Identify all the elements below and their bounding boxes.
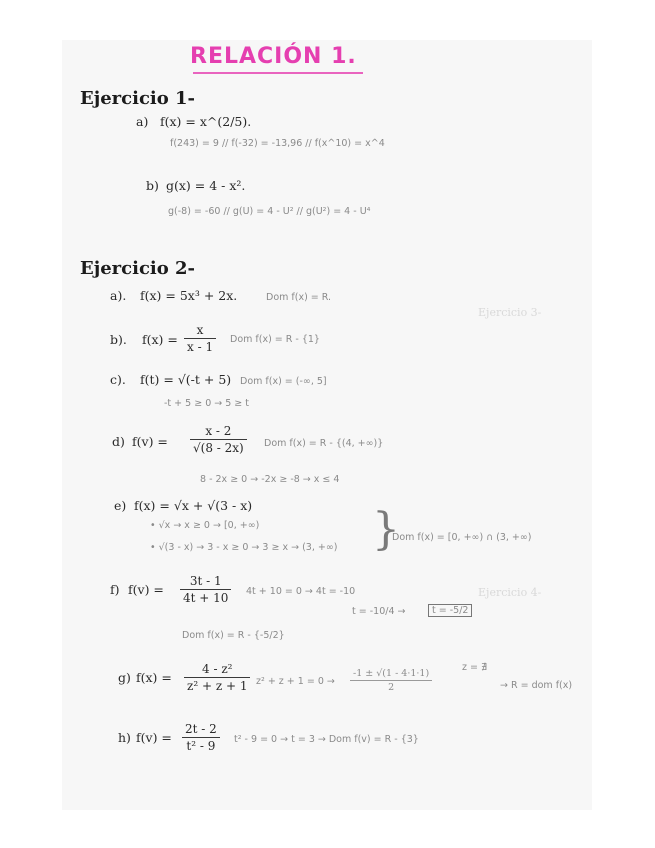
- fraction-numerator: 3t - 1: [189, 574, 222, 588]
- fraction-bar: [184, 338, 216, 339]
- ex2-h-domain: t² - 9 = 0 → t = 3 → Dom f(v) = R - {3}: [234, 734, 419, 745]
- ex2-d-lhs: f(v) =: [132, 434, 168, 449]
- ex2-g-quadratic-formula: [350, 668, 432, 693]
- fraction-numerator: x - 2: [205, 424, 232, 438]
- ex2-e-expression: f(x) = √x + √(3 - x): [134, 498, 253, 513]
- fraction-denominator: 4t + 10: [183, 591, 229, 605]
- ex1-b-work: g(-8) = -60 // g(U) = 4 - U² // g(U²) = 4 - U⁴: [168, 206, 371, 217]
- ex2-b-label: b).: [110, 332, 127, 347]
- fraction-numerator: x: [196, 323, 204, 337]
- ex2-d-work: 8 - 2x ≥ 0 → -2x ≥ -8 → x ≤ 4: [200, 474, 340, 485]
- ex2-f-label: f): [110, 582, 120, 597]
- ex1-a-work: f(243) = 9 // f(-32) = -13,96 // f(x^10) = x^4: [170, 138, 385, 149]
- ex2-a-label: a).: [110, 288, 127, 303]
- title-underline: [193, 72, 363, 74]
- ex2-h-label: h): [118, 730, 131, 745]
- ex2-b-lhs: f(x) =: [142, 332, 178, 347]
- ex2-e-domain: Dom f(x) = [0, +∞) ∩ (3, +∞): [392, 532, 532, 543]
- bleed-through-text: Ejercicio 3-: [478, 306, 542, 319]
- ex1-b-expression: g(x) = 4 - x².: [166, 178, 246, 193]
- fraction-numerator: 4 - z²: [202, 662, 233, 676]
- ex2-a-domain: Dom f(x) = R.: [266, 292, 332, 303]
- exercise-2-heading: Ejercicio 2-: [80, 258, 196, 279]
- fraction-denominator: t² - 9: [186, 739, 216, 753]
- ex2-h-lhs: f(v) =: [136, 730, 172, 745]
- ex2-f-domain: Dom f(x) = R - {-5/2}: [182, 630, 285, 641]
- ex2-g-domain: → R = dom f(x): [500, 680, 573, 691]
- exercise-1-heading: Ejercicio 1-: [80, 88, 196, 109]
- ex2-e-label: e): [114, 498, 127, 513]
- ex2-d-fraction: [190, 424, 247, 455]
- ex2-c-domain: Dom f(x) = (-∞, 5]: [240, 376, 327, 387]
- curly-brace: }: [372, 504, 400, 555]
- bleed-through-text: Ejercicio 4-: [478, 586, 542, 599]
- ex2-f-work-2: t = -10/4 →: [352, 606, 406, 617]
- ex2-b-domain: Dom f(x) = R - {1}: [230, 334, 320, 345]
- fraction-bar: [182, 737, 220, 738]
- ex2-g-label: g): [118, 670, 131, 685]
- ex2-c-label: c).: [110, 372, 126, 387]
- formula-numerator: -1 ± √(1 - 4·1·1): [353, 668, 430, 679]
- ex2-d-domain: Dom f(x) = R - {(4, +∞)}: [264, 438, 384, 449]
- fraction-numerator: 2t - 2: [185, 722, 217, 736]
- ex2-c-work: -t + 5 ≥ 0 → 5 ≥ t: [164, 398, 250, 409]
- ex2-g-lhs: f(x) =: [136, 670, 172, 685]
- ex2-f-boxed-result: t = -5/2: [428, 604, 472, 617]
- notebook-page: [62, 40, 592, 810]
- fraction-denominator: z² + z + 1: [187, 679, 248, 693]
- ex2-d-label: d): [112, 434, 125, 449]
- ex2-g-work: z² + z + 1 = 0 →: [256, 676, 335, 687]
- ex2-a-expression: f(x) = 5x³ + 2x.: [140, 288, 238, 303]
- ex1-a-label: a): [136, 114, 149, 129]
- ex2-f-fraction: [180, 574, 231, 605]
- ex2-c-expression: f(t) = √(-t + 5): [140, 372, 232, 387]
- ex1-b-label: b): [146, 178, 159, 193]
- fraction-denominator: √(8 - 2x): [193, 441, 244, 455]
- ex2-e-work-2: • √(3 - x) → 3 - x ≥ 0 → 3 ≥ x → (3, +∞): [150, 542, 338, 553]
- ex1-a-expression: f(x) = x^(2/5).: [160, 114, 252, 129]
- fraction-bar: [350, 680, 432, 681]
- formula-denominator: 2: [388, 682, 395, 693]
- page-title: RELACIÓN 1.: [190, 44, 357, 69]
- ex2-f-lhs: f(v) =: [128, 582, 164, 597]
- fraction-denominator: x - 1: [187, 340, 214, 354]
- fraction-bar: [190, 439, 247, 440]
- ex2-g-no-solution: z = ∄: [462, 662, 487, 673]
- fraction-bar: [184, 677, 250, 678]
- ex2-e-work-1: • √x → x ≥ 0 → [0, +∞): [150, 520, 260, 531]
- ex2-h-fraction: [182, 722, 220, 753]
- fraction-bar: [180, 589, 231, 590]
- ex2-g-fraction: [184, 662, 250, 693]
- ex2-f-work-1: 4t + 10 = 0 → 4t = -10: [246, 586, 356, 597]
- ex2-b-fraction: [184, 323, 216, 354]
